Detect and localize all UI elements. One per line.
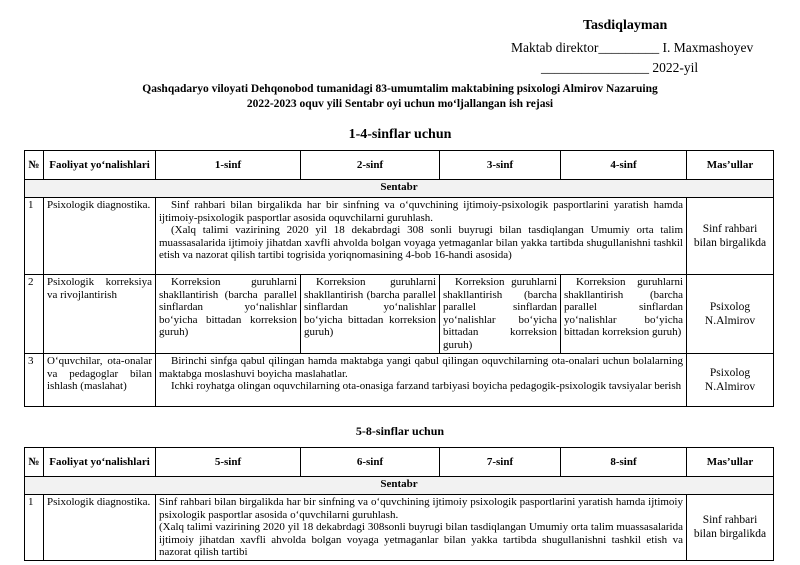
section-title-5-8: 5-8-sinflar uchun <box>355 424 445 438</box>
month-row <box>25 477 774 495</box>
table-row <box>25 354 774 407</box>
row-activity: Psixologik diagnostika. <box>44 198 156 275</box>
header-number: № <box>25 448 44 477</box>
row-responsible: Psixolog N.Almirov <box>687 354 774 407</box>
row-number: 3 <box>25 354 44 407</box>
cell-text: Korreksion guruhlarni shakllantirish (barcha parallel sinflardan yo‘nalishlar bo‘yicha bittadan korreksion guruh) <box>443 276 557 351</box>
row-number: 1 <box>25 198 44 275</box>
month-label: Sentabr <box>25 477 774 495</box>
header-grade-8: 8-sinf <box>561 448 687 477</box>
description-paragraph: Sinf rahbari bilan birgalikda har bir sinfning va o‘quvchining ijtimoiy psixologik pasportlarini yaratish hamda ijtimoiy psixologik pasportlar asosida o‘quvchilarni guruhlash. <box>159 496 683 521</box>
row-activity: Psixologik diagnostika. <box>44 495 156 561</box>
cell-text: Korreksion guruhlarni shakllantirish (barcha parallel sinflardan yo‘nalishlar bo‘yicha bittadan korreksion guruh) <box>304 276 436 338</box>
header-grade-4: 4-sinf <box>561 151 687 180</box>
header-number: № <box>25 151 44 180</box>
row-responsible: Psixolog N.Almirov <box>687 275 774 354</box>
cell-text: Korreksion guruhlarni shakllantirish (barcha parallel sinflardan yo‘nalishlar bo‘yicha bittadan korreksion guruh) <box>564 276 683 338</box>
header-grade-6: 6-sinf <box>301 448 440 477</box>
table-header-row <box>25 151 774 180</box>
table-header-row <box>25 448 774 477</box>
row-responsible: Sinf rahbari bilan birgalikda <box>687 495 774 561</box>
row-cell-grade-1 <box>156 275 301 354</box>
description-paragraph: (Xalq talimi vazirining 2020 yil 18 dekabrdagi 308 sonli buyrugi bilan tasdiqlangan Umumiy orta talim muassasalarida ijtimoiy jihatdan xavfli ahvolda bolgan voyaga yetmaganlar bilan yakka tartibda shugullanishni tashkil etish va nazorat qilish tartibi togrisida yoriqnomasining 4-bob 16-handi asosida) <box>159 224 683 261</box>
plan-table-5-8 <box>24 447 774 561</box>
month-label: Sentabr <box>25 180 774 198</box>
table-row <box>25 198 774 275</box>
row-description <box>156 198 687 275</box>
document-heading: Qashqadaryo viloyati Dehqonobod tumanidagi 83-umumtalim maktabining psixologi Almirov Nazaruing <box>142 83 658 95</box>
header-responsible: Mas’ullar <box>687 151 774 180</box>
row-cell-grade-4 <box>561 275 687 354</box>
director-signature-line: Maktab direktor_________ I. Maxmashoyev <box>511 40 754 55</box>
row-number: 1 <box>25 495 44 561</box>
plan-table-1-4 <box>24 150 774 407</box>
cell-text: Korreksion guruhlarni shakllantirish (barcha parallel sinflardan yo‘nalishlar bo‘yicha bittadan korreksion guruh) <box>159 276 297 338</box>
row-responsible: Sinf rahbari bilan birgalikda <box>687 198 774 275</box>
header-grade-3: 3-sinf <box>440 151 561 180</box>
approval-title: Tasdiqlayman <box>583 18 668 33</box>
header-responsible: Mas’ullar <box>687 448 774 477</box>
header-activity: Faoliyat yo‘nalishlari <box>44 448 156 477</box>
header-activity: Faoliyat yo‘nalishlari <box>44 151 156 180</box>
header-grade-2: 2-sinf <box>301 151 440 180</box>
row-cell-grade-2 <box>301 275 440 354</box>
document-subheading: 2022-2023 oquv yili Sentabr oyi uchun mo‘ljallangan ish rejasi <box>246 98 554 110</box>
date-signature-line: ________________ 2022-yil <box>541 60 699 75</box>
header-grade-1: 1-sinf <box>156 151 301 180</box>
header-grade-5: 5-sinf <box>156 448 301 477</box>
table-row <box>25 495 774 561</box>
description-paragraph: Sinf rahbari bilan birgalikda har bir sinfning va o‘quvchining ijtimoiy-psixologik pasportlarini yaratish hamda ijtimoiy-psixologik pasportlar asosida oquvchilarni guruhlash. <box>159 199 683 224</box>
description-paragraph: Ichki royhatga olingan oquvchilarning ota-onasiga farzand tarbiyasi boyicha pedagogik-psixologik tavsiyalar berish <box>171 380 682 392</box>
table-row <box>25 275 774 354</box>
row-activity: Psixologik korreksiya va rivojlantirish <box>44 275 156 354</box>
month-row <box>25 180 774 198</box>
row-description <box>156 354 687 407</box>
row-activity: O‘quvchilar, ota-onalar va pedagoglar bilan ishlash (maslahat) <box>44 354 156 407</box>
row-cell-grade-3 <box>440 275 561 354</box>
section-title-1-4: 1-4-sinflar uchun <box>348 127 452 142</box>
header-grade-7: 7-sinf <box>440 448 561 477</box>
description-paragraph: (Xalq talimi vazirining 2020 yil 18 dekabrdagi 308sonli buyrugi bilan tasdiqlangan Umumiy orta talim muassasalarida ijtimoiy jihatdan xavfli ahvolda bolgan voyaga yetmaganlar bilan yakka tartibda shugullanishni tashkil etish va nazorat qilish tartibi <box>159 521 683 558</box>
row-description <box>156 495 687 561</box>
row-number: 2 <box>25 275 44 354</box>
description-paragraph: Birinchi sinfga qabul qilingan hamda maktabga yangi qabul qilingan oquvchilarning ota-onalari uchun bolalarning maktabga moslashuvi boyicha maslahatlar. <box>159 355 683 380</box>
